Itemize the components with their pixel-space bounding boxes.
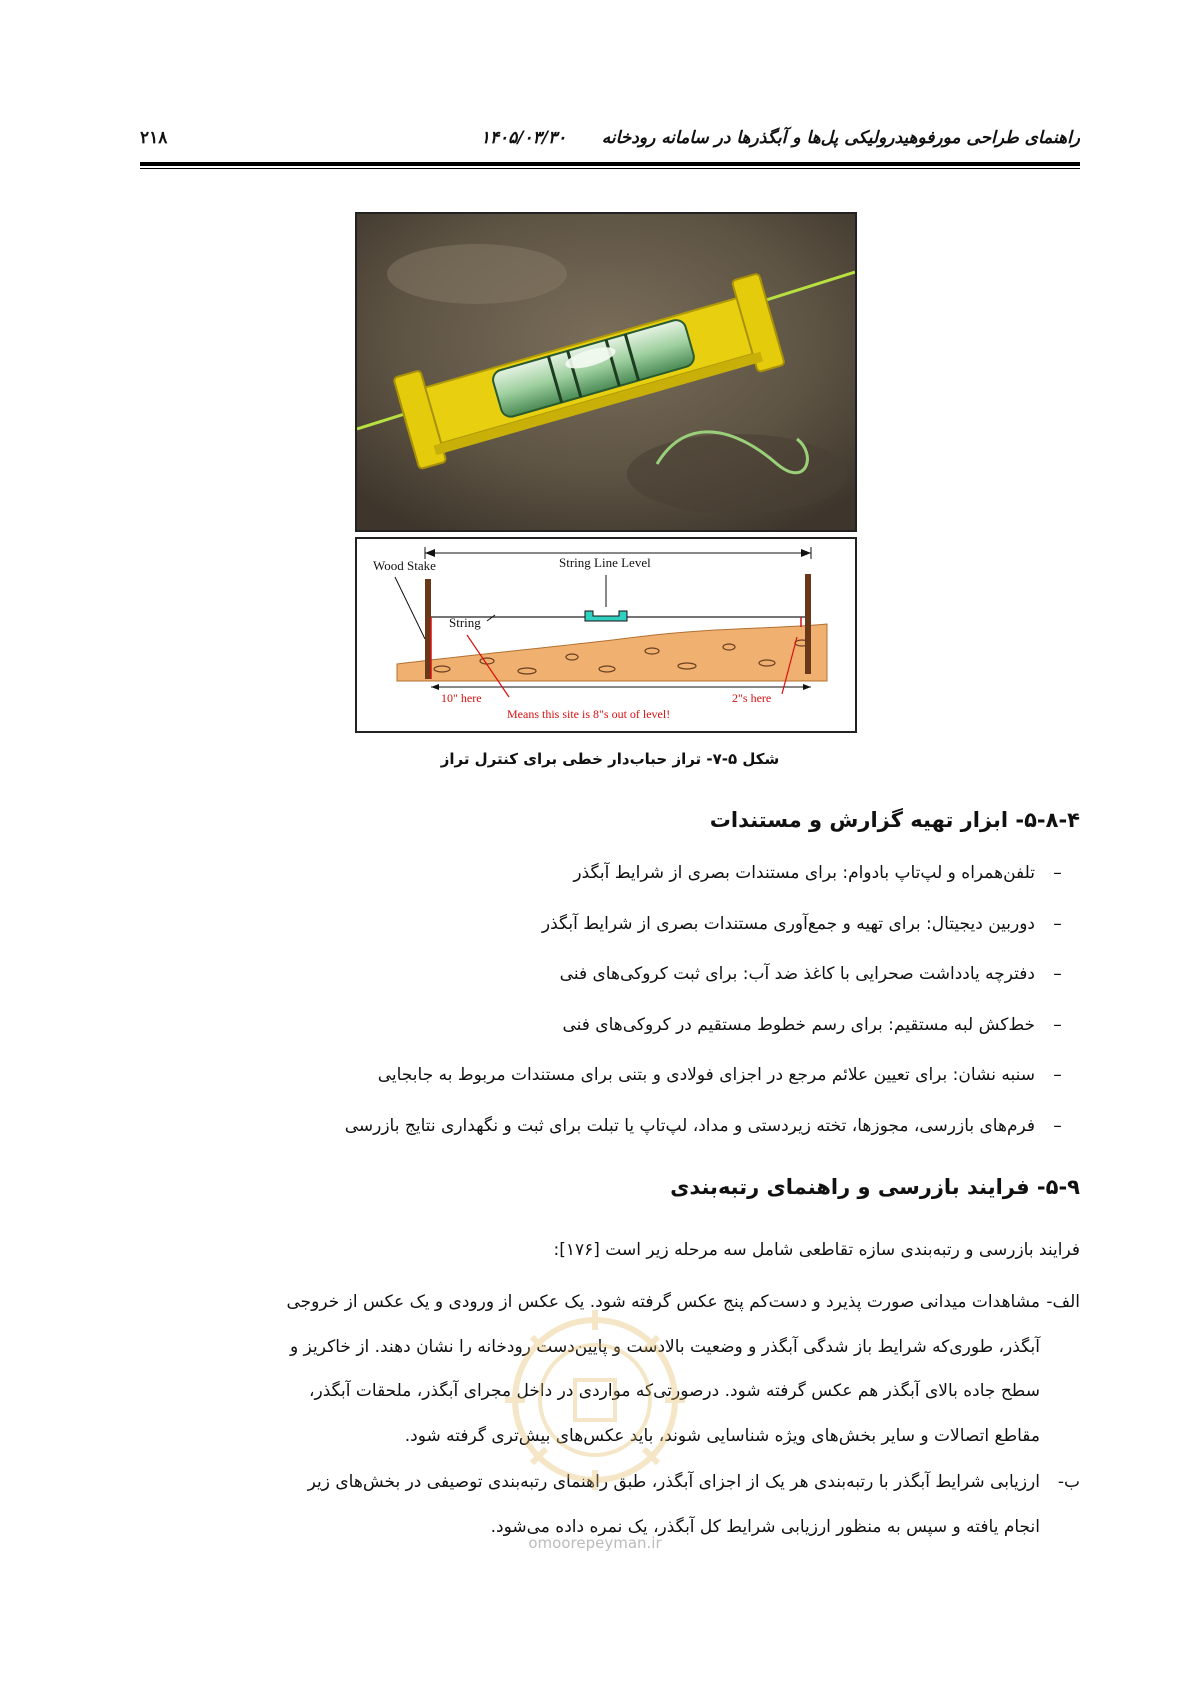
string-level-diagram — [355, 537, 857, 733]
running-title-date: ۱۴۰۵/۰۳/۳۰ — [480, 128, 567, 148]
figure-caption: شکل ۵-۷- تراز حباب‌دار خطی برای کنترل تراز — [440, 750, 780, 768]
label-bottom-note: Means this site is 8"s out of level! — [507, 707, 671, 721]
running-title — [481, 128, 1080, 148]
item-a-line: سطح جاده بالای آبگذر هم عکس گرفته شود. درصورتی‌که مواردی در داخل مجرای آبگذر، ملحقات آبگذر، — [309, 1381, 1040, 1401]
header-rule-thick — [140, 162, 1080, 166]
bullet-dash: – — [1053, 1065, 1062, 1085]
page-number: ۲۱۸ — [140, 128, 168, 148]
running-title-text: راهنمای طراحی مورفوهیدرولیکی پل‌ها و آبگذرها در سامانه رودخانه — [601, 128, 1080, 148]
item-b-label: ب- — [1057, 1472, 1080, 1492]
label-string-line-level: String Line Level — [559, 555, 651, 570]
bullet-dash: – — [1053, 1115, 1062, 1136]
item-a-line: مشاهدات میدانی صورت پذیرد و دست‌کم پنج عکس گرفته شود. یک عکس از ورودی و یک عکس از خروجی — [286, 1292, 1040, 1312]
list-item-text: سنبه نشان: برای تعیین علائم مرجع در اجزای فولادی و بتنی برای مستندات مربوط به جابجایی — [377, 1065, 1035, 1085]
list-item — [120, 1050, 1080, 1101]
list-item — [120, 1101, 1080, 1152]
list-item-text: دفترچه یادداشت صحرایی با کاغذ ضد آب: برای ثبت کروکی‌های فنی — [559, 964, 1035, 984]
bullet-dash: – — [1053, 863, 1062, 883]
label-left-note: 10" here — [441, 691, 482, 705]
list-item-text: خط‌کش لبه مستقیم: برای رسم خطوط مستقیم در کروکی‌های فنی — [562, 1014, 1035, 1035]
list-item-text: تلفن‌همراه و لپ‌تاپ بادوام: برای مستندات بصری از شرایط آبگذر — [573, 863, 1035, 883]
string-level-photo — [355, 212, 857, 532]
label-wood-stake: Wood Stake — [373, 558, 436, 573]
bullet-dash: – — [1053, 1014, 1062, 1035]
list-item — [120, 949, 1080, 1000]
page-header — [140, 128, 1080, 164]
section-heading-inspection: ۵-۹- فرایند بازرسی و راهنمای رتبه‌بندی — [670, 1175, 1080, 1199]
header-rule-thin — [140, 168, 1080, 169]
bullet-dash: – — [1053, 964, 1062, 984]
item-a-line: مقاطع اتصالات و سایر بخش‌های ویژه شناسایی شوند، باید عکس‌های بیش‌تری گرفته شود. — [404, 1425, 1040, 1446]
section-heading-tools: ۵-۸-۴- ابزار تهیه گزارش و مستندات — [709, 808, 1080, 832]
list-item-text: فرم‌های بازرسی، مجوزها، تخته زیردستی و مداد، لپ‌تاپ یا تبلت برای ثبت و نگهداری نتایج بازرسی — [344, 1115, 1035, 1136]
list-item-text: دوربین دیجیتال: برای تهیه و جمع‌آوری مستندات بصری از شرایط آبگذر — [541, 913, 1035, 934]
watermark-logo — [500, 1300, 690, 1540]
label-right-note: 2"s here — [732, 691, 772, 705]
label-string: String — [449, 615, 481, 630]
item-a-label: الف- — [1046, 1292, 1080, 1312]
tools-list — [120, 848, 1080, 1151]
list-item — [120, 848, 1080, 899]
intro-paragraph: فرایند بازرسی و رتبه‌بندی سازه تقاطعی شامل سه مرحله زیر است [۱۷۶]: — [553, 1240, 1080, 1260]
list-item — [120, 1000, 1080, 1051]
watermark-text: omoorepeyman.ir — [528, 1534, 662, 1552]
item-b-line: ارزیابی شرایط آبگذر با رتبه‌بندی هر یک از اجزای آبگذر، طبق راهنمای رتبه‌بندی توصیفی در بخش‌های زیر — [307, 1472, 1040, 1492]
bullet-dash: – — [1053, 913, 1062, 934]
item-a-line: آبگذر، طوری‌که شرایط باز شدگی آبگذر و وضعیت بالادست و پایین‌دست رودخانه را نشان دهند. از خاکریز و — [290, 1336, 1040, 1357]
item-b-line: انجام یافته و سپس به منظور ارزیابی شرایط کل آبگذر، یک نمره داده می‌شود. — [490, 1516, 1040, 1537]
list-item — [120, 899, 1080, 950]
